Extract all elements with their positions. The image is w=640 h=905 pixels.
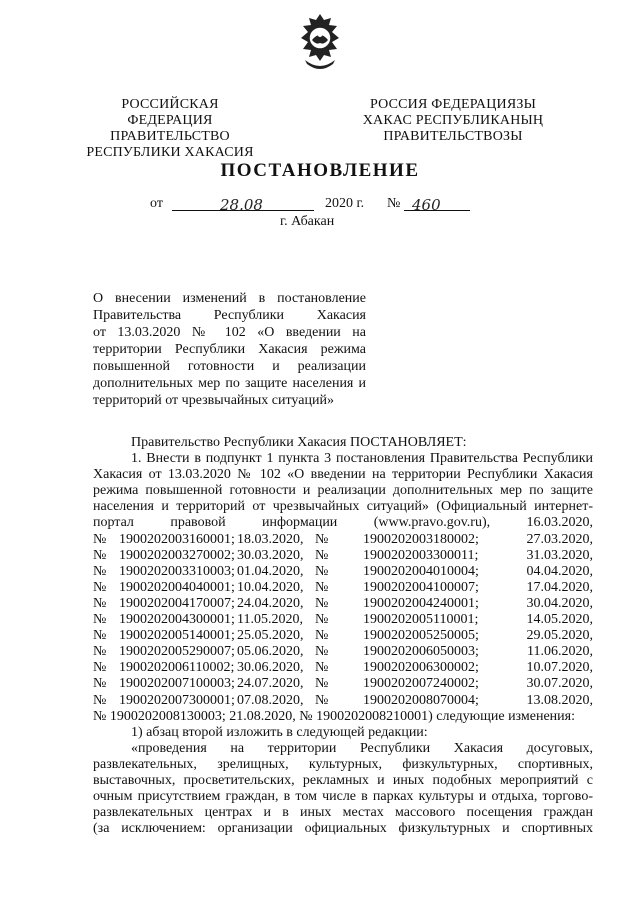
registry-cell: 18.03.2020, (237, 531, 304, 547)
header-left-line: РОССИЙСКАЯ ФЕДЕРАЦИЯ (121, 97, 219, 128)
registry-cell: 10.04.2020, (237, 579, 304, 595)
date-handwritten: 28.08 (220, 196, 263, 214)
paragraph-line: режима повышенной готовности и реализации дополнительных мер по защите (93, 483, 593, 499)
portal-word: (www.pravo.gov.ru), (373, 515, 491, 531)
registry-cell: 10.07.2020, (526, 660, 593, 676)
subject-line: О внесении изменений в постановление (93, 291, 366, 306)
registry-cell: 1900202006110002; (119, 660, 235, 676)
header-left-line: ПРАВИТЕЛЬСТВО (110, 129, 230, 144)
registry-cell: № (315, 692, 329, 708)
registry-cell: № (93, 579, 107, 595)
registry-cell: № (315, 612, 329, 628)
registry-cell: № (93, 628, 107, 644)
paragraph-line: населения и территорий от чрезвычайных ситуаций» (Официальный интернет- (93, 499, 593, 515)
subitem-line: 1) абзац второй изложить в следующей редакции: (131, 724, 428, 740)
header-right (358, 97, 548, 145)
registry-cell: № (93, 595, 107, 611)
subject-block (93, 290, 366, 409)
registry-cell: 1900202004040001; (119, 579, 235, 595)
registry-cell: 1900202005110001; (363, 612, 479, 628)
registry-cell: 1900202006050003; (363, 644, 479, 660)
quote-line: развлекательных, зрелищных, культурных, физкультурных, спортивных, (93, 756, 593, 772)
registry-cell: 1900202003180002; (363, 531, 479, 547)
registry-cell: 29.05.2020, (526, 628, 593, 644)
registry-cell: № (315, 595, 329, 611)
registry-cell: № (315, 563, 329, 579)
registry-cell: № (93, 612, 107, 628)
registry-cell: 1900202003270002; (119, 547, 235, 563)
subject-line: территории Республики Хакасия режима (93, 342, 366, 357)
registry-tail: № 1900202008130003; 21.08.2020, № 1900202008210001) следующие изменения: (93, 708, 575, 724)
portal-line (93, 515, 593, 531)
registry-cell: 13.08.2020, (526, 692, 593, 708)
registry-cell: 1900202005290007; (119, 644, 235, 660)
quote-line: развлекательных центрах и в иных местах массового посещения граждан (93, 805, 593, 821)
quote-line: выставочных, просветительских, рекламных и иных подобных мероприятий с (93, 772, 593, 788)
portal-word: портал (93, 515, 134, 531)
paragraph-line: Хакасия от 13.03.2020 № 102 «О введении на территории Республики Хакасия (93, 467, 593, 483)
header-right-line: РОССИЯ ФЕДЕРАЦИЯЗЫ (369, 97, 537, 112)
registry-cell: 04.04.2020, (526, 563, 593, 579)
registry-cell: 1900202006300002; (363, 660, 479, 676)
registry-cell: 30.06.2020, (237, 660, 304, 676)
header-left-line: РЕСПУБЛИКИ ХАКАСИЯ (86, 145, 254, 160)
registry-cell: 11.05.2020, (237, 612, 303, 628)
date-year: 2020 г. (325, 196, 365, 211)
registry-cell: 30.03.2020, (237, 547, 304, 563)
quote-line: (за исключением: организации официальных физкультурных и спортивных (93, 821, 593, 837)
registry-cell: 1900202007100003; (119, 676, 235, 692)
registry-cell: 25.05.2020, (237, 628, 304, 644)
subject-line: дополнительных мер по защите населения и (93, 376, 366, 391)
registry-cell: № (315, 676, 329, 692)
registry-cell: 1900202007240002; (363, 676, 479, 692)
registry-cell: № (315, 579, 329, 595)
header-left (80, 97, 260, 161)
portal-word: правовой (170, 515, 226, 531)
registry-cell: 24.07.2020, (237, 676, 304, 692)
registry-cell: 1900202004240001; (363, 595, 479, 611)
portal-word: 16.03.2020, (526, 515, 594, 531)
registry-cell: 30.07.2020, (526, 676, 593, 692)
registry-cell: 01.04.2020, (237, 563, 304, 579)
registry-cell: 07.08.2020, (237, 692, 304, 708)
registry-cell: № (315, 628, 329, 644)
registry-cell: № (93, 660, 107, 676)
registry-cell: 1900202005140001; (119, 628, 235, 644)
subject-line: территорий от чрезвычайных ситуаций» (93, 393, 334, 408)
coat-of-arms-emblem-icon (297, 12, 343, 74)
registry-cell: 1900202003160001; (119, 531, 235, 547)
registry-cell: 27.03.2020, (526, 531, 593, 547)
registry-cell: 1900202004170007; (119, 595, 235, 611)
header-right-line: ПРАВИТЕЛЬСТВОЗЫ (383, 129, 523, 144)
registry-table (93, 532, 593, 709)
registry-cell: 31.03.2020, (526, 547, 593, 563)
registry-cell: № (93, 563, 107, 579)
registry-cell: 11.06.2020, (527, 644, 593, 660)
registry-cell: 30.04.2020, (526, 595, 593, 611)
registry-cell: 1900202005250005; (363, 628, 479, 644)
number-handwritten: 460 (412, 196, 441, 214)
header-right-line: ХАКАС РЕСПУБЛИКАНЫҢ (362, 113, 544, 128)
registry-cell: 1900202008070004; (363, 692, 479, 708)
registry-cell: № (93, 644, 107, 660)
registry-cell: № (315, 547, 329, 563)
registry-cell: № (93, 547, 107, 563)
registry-cell: 14.05.2020, (526, 612, 593, 628)
registry-cell: 1900202004100007; (363, 579, 479, 595)
subject-line: повышенной готовности и реализации (93, 359, 366, 374)
paragraph-line: 1. Внести в подпункт 1 пункта 3 постановления Правительства Республики (131, 451, 593, 467)
subject-line: Правительства Республики Хакасия (93, 308, 366, 323)
portal-word: информации (262, 515, 338, 531)
registry-cell: № (93, 692, 107, 708)
registry-cell: 1900202003310003; (119, 563, 235, 579)
registry-cell: 05.06.2020, (237, 644, 304, 660)
registry-cell: 1900202004300001; (119, 612, 235, 628)
registry-cell: № (315, 660, 329, 676)
quote-line: «проведения на территории Республики Хакасия досуговых, (131, 740, 593, 756)
document-title: ПОСТАНОВЛЕНИЕ (220, 160, 420, 181)
registry-cell: № (315, 644, 329, 660)
resolve-line: Правительство Республики Хакасия ПОСТАНОВЛЯЕТ: (131, 435, 467, 450)
registry-cell: № (93, 676, 107, 692)
number-sign: № (387, 196, 401, 211)
city: г. Абакан (280, 214, 335, 229)
registry-cell: 1900202004010004; (363, 563, 479, 579)
quote-line: очным присутствием граждан, в том числе в парках культуры и отдыха, торгово- (93, 789, 593, 805)
document-body (93, 435, 593, 837)
date-prefix: от (150, 196, 163, 211)
registry-cell: 24.04.2020, (237, 595, 304, 611)
registry-cell: 17.04.2020, (526, 579, 593, 595)
registry-cell: № (315, 531, 329, 547)
registry-cell: 1900202003300011; (363, 547, 479, 563)
registry-cell: 1900202007300001; (119, 692, 235, 708)
subject-line: от 13.03.2020 № 102 «О введении на (93, 325, 366, 340)
registry-cell: № (93, 531, 107, 547)
